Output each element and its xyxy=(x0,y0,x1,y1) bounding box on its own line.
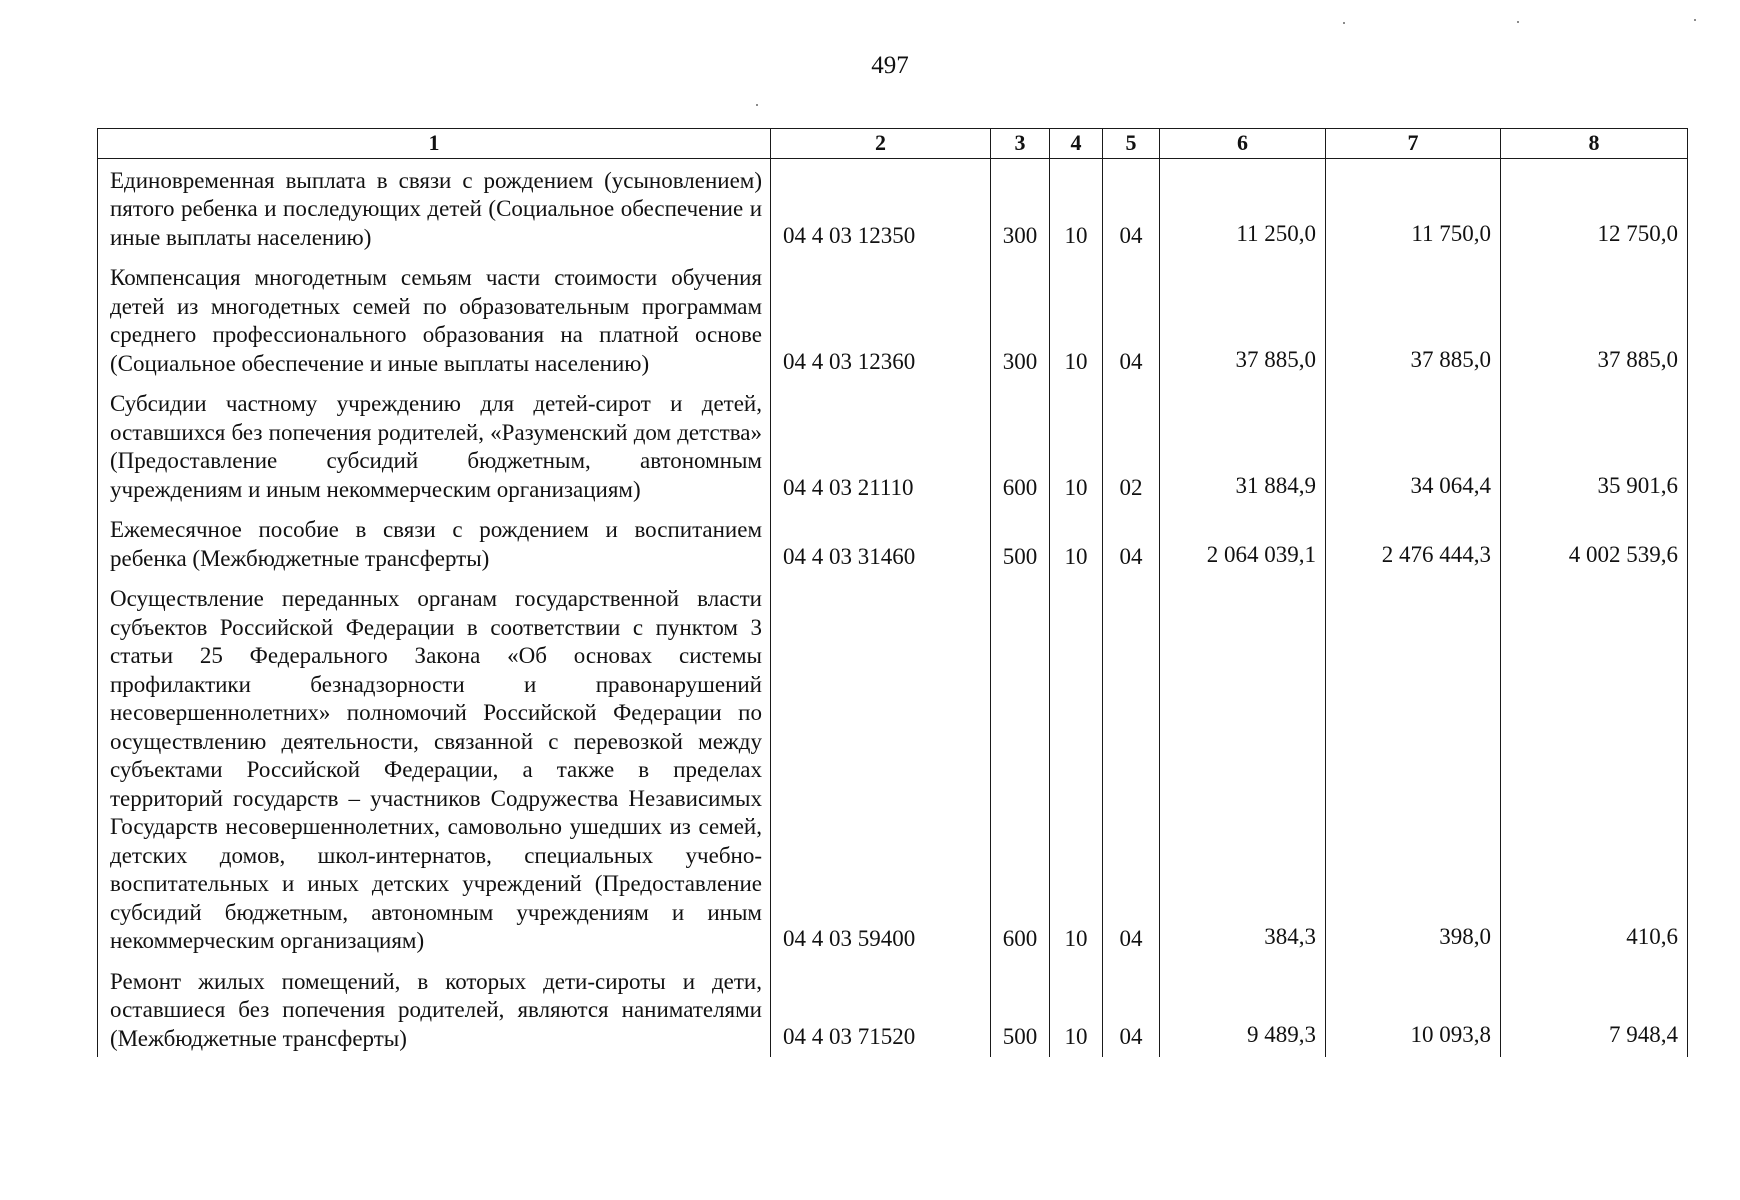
table-row xyxy=(98,256,1688,382)
row-description: Субсидии частному учреждению для детей-сирот и детей, оставшихся без попечения родителей, «Разуменский дом детства» (Предоставление субсидий бюджетным, автономным учреждениям и иным некоммерческим организациям) xyxy=(98,382,771,508)
row-amount-col8: 4 002 539,6 xyxy=(1501,508,1688,577)
column-header: 1 xyxy=(98,129,771,159)
row-expense-type: 500 xyxy=(991,508,1050,577)
row-target-code: 04 4 03 12350 xyxy=(771,158,991,256)
row-section: 10 xyxy=(1050,508,1103,577)
column-header: 6 xyxy=(1160,129,1326,159)
row-section: 10 xyxy=(1050,158,1103,256)
row-section: 10 xyxy=(1050,382,1103,508)
row-subsection: 04 xyxy=(1103,158,1160,256)
table-row xyxy=(98,508,1688,577)
row-amount-col8: 35 901,6 xyxy=(1501,382,1688,508)
row-expense-type: 500 xyxy=(991,960,1050,1058)
column-header: 8 xyxy=(1501,129,1688,159)
column-header: 2 xyxy=(771,129,991,159)
row-description: Осуществление переданных органам государственной власти субъектов Российской Федерации в соответствии с пунктом 3 статьи 25 Федерального Закона «Об основах системы профилактики безнадзорности и правонарушений несовершеннолетних» полномочий Российской Федерации по осуществлению деятельности, связанной с перевозкой между субъектами Российской Федерации, а также в пределах территорий государств – участников Содружества Независимых Государств несовершеннолетних, самовольно ушедших из семей, детских домов, школ-интернатов, специальных учебно-воспитательных и иных детских учреждений (Предоставление субсидий бюджетным, автономным учреждениям и иным некоммерческим организациям) xyxy=(98,577,771,960)
row-expense-type: 300 xyxy=(991,256,1050,382)
row-amount-col7: 37 885,0 xyxy=(1326,256,1501,382)
row-amount-col8: 37 885,0 xyxy=(1501,256,1688,382)
table-row xyxy=(98,960,1688,1058)
row-description: Ежемесячное пособие в связи с рождением и воспитанием ребенка (Межбюджетные трансферты) xyxy=(98,508,771,577)
scan-speck xyxy=(1517,21,1519,23)
column-header: 5 xyxy=(1103,129,1160,159)
scan-speck xyxy=(756,104,758,106)
row-amount-col7: 11 750,0 xyxy=(1326,158,1501,256)
row-amount-col6: 31 884,9 xyxy=(1160,382,1326,508)
row-section: 10 xyxy=(1050,577,1103,960)
row-subsection: 04 xyxy=(1103,960,1160,1058)
scan-speck xyxy=(1694,19,1696,21)
row-expense-type: 600 xyxy=(991,577,1050,960)
row-amount-col6: 11 250,0 xyxy=(1160,158,1326,256)
row-target-code: 04 4 03 59400 xyxy=(771,577,991,960)
row-section: 10 xyxy=(1050,256,1103,382)
row-subsection: 04 xyxy=(1103,577,1160,960)
row-description: Единовременная выплата в связи с рождением (усыновлением) пятого ребенка и последующих детей (Социальное обеспечение и иные выплаты населению) xyxy=(98,158,771,256)
row-amount-col7: 398,0 xyxy=(1326,577,1501,960)
column-header: 4 xyxy=(1050,129,1103,159)
budget-table xyxy=(97,128,1688,1057)
row-amount-col6: 9 489,3 xyxy=(1160,960,1326,1058)
scan-speck xyxy=(1343,22,1345,24)
row-amount-col7: 34 064,4 xyxy=(1326,382,1501,508)
row-target-code: 04 4 03 31460 xyxy=(771,508,991,577)
row-amount-col6: 384,3 xyxy=(1160,577,1326,960)
row-section: 10 xyxy=(1050,960,1103,1058)
table-row xyxy=(98,158,1688,256)
row-target-code: 04 4 03 21110 xyxy=(771,382,991,508)
row-amount-col8: 12 750,0 xyxy=(1501,158,1688,256)
page-number: 497 xyxy=(871,52,909,79)
row-description: Ремонт жилых помещений, в которых дети-сироты и дети, оставшиеся без попечения родителей, являются нанимателями (Межбюджетные трансферты) xyxy=(98,960,771,1058)
table-row xyxy=(98,577,1688,960)
row-subsection: 02 xyxy=(1103,382,1160,508)
row-expense-type: 600 xyxy=(991,382,1050,508)
row-amount-col6: 2 064 039,1 xyxy=(1160,508,1326,577)
row-target-code: 04 4 03 12360 xyxy=(771,256,991,382)
row-amount-col8: 7 948,4 xyxy=(1501,960,1688,1058)
row-target-code: 04 4 03 71520 xyxy=(771,960,991,1058)
row-subsection: 04 xyxy=(1103,256,1160,382)
row-amount-col7: 2 476 444,3 xyxy=(1326,508,1501,577)
table-row xyxy=(98,382,1688,508)
row-amount-col8: 410,6 xyxy=(1501,577,1688,960)
row-description: Компенсация многодетным семьям части стоимости обучения детей из многодетных семей по образовательным программам среднего профессионального образования на платной основе (Социальное обеспечение и иные выплаты населению) xyxy=(98,256,771,382)
row-expense-type: 300 xyxy=(991,158,1050,256)
row-subsection: 04 xyxy=(1103,508,1160,577)
column-header: 7 xyxy=(1326,129,1501,159)
row-amount-col6: 37 885,0 xyxy=(1160,256,1326,382)
column-header: 3 xyxy=(991,129,1050,159)
row-amount-col7: 10 093,8 xyxy=(1326,960,1501,1058)
table-header-row xyxy=(98,129,1688,159)
